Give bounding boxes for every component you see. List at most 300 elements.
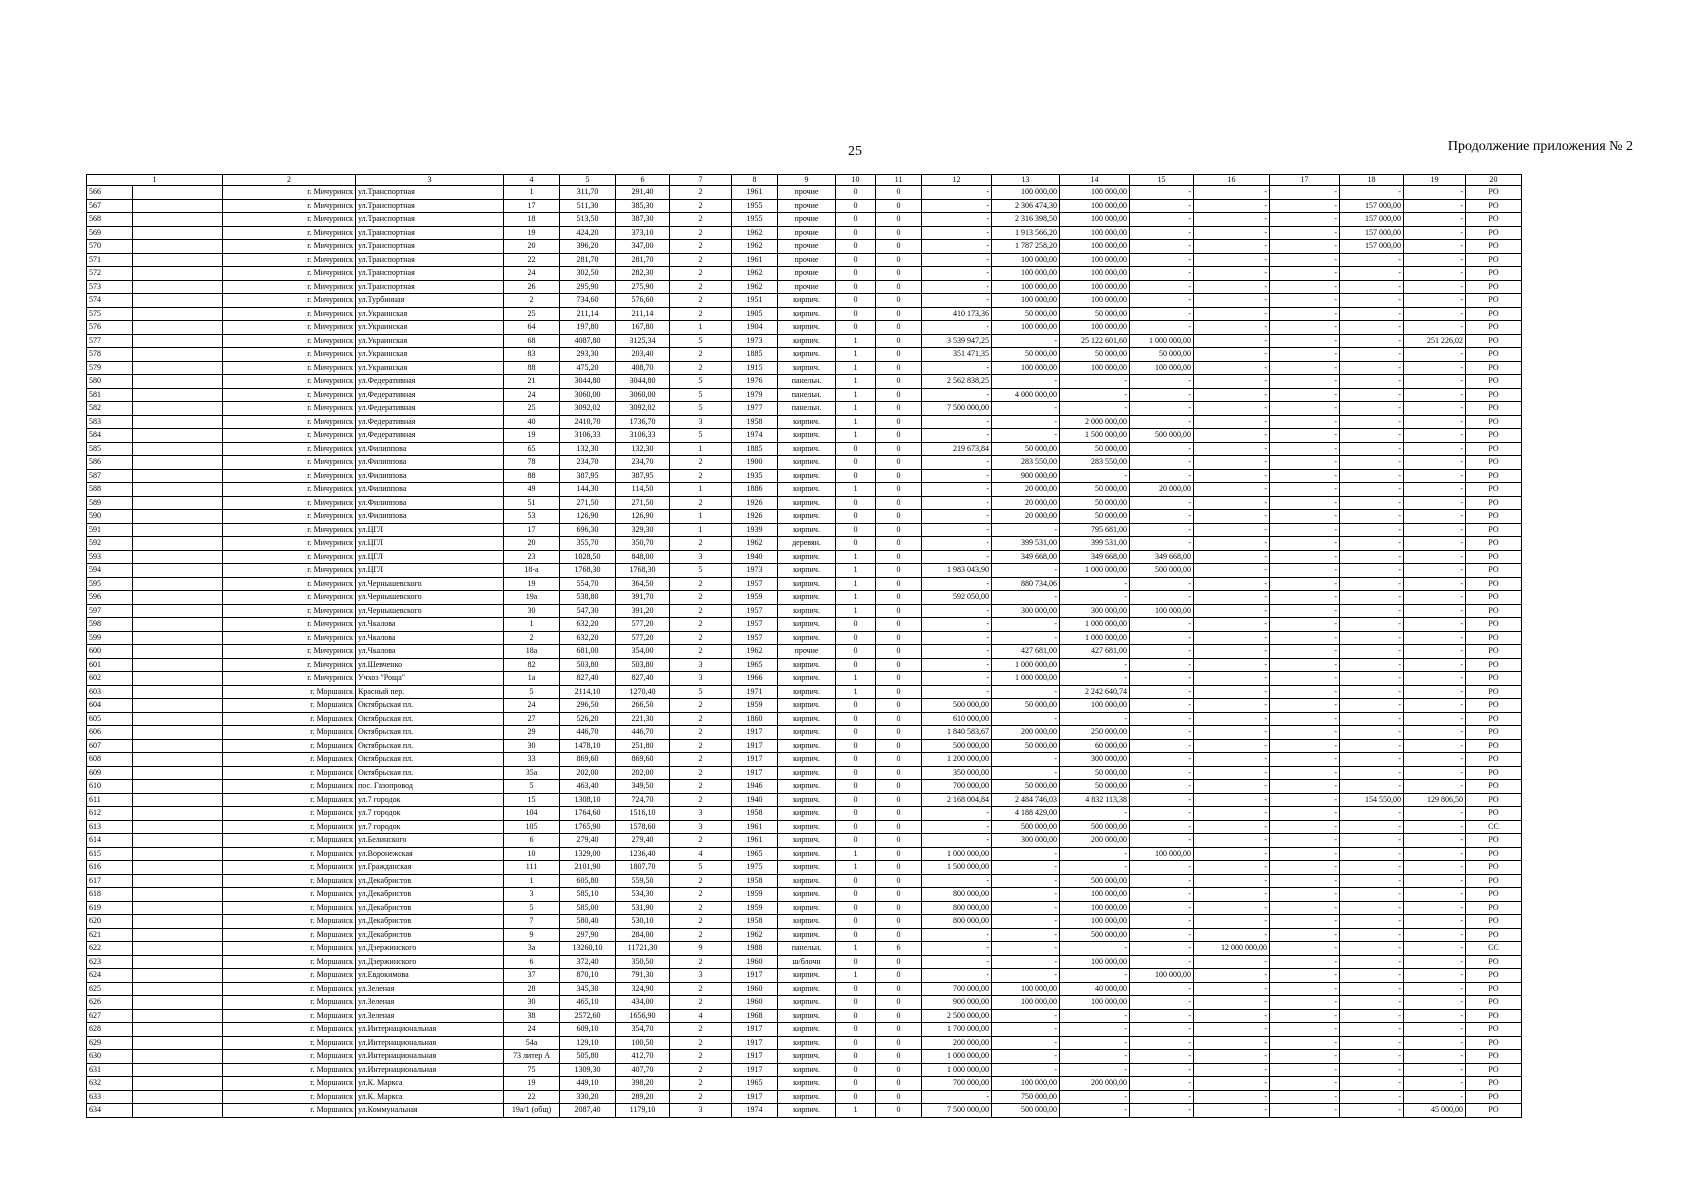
table-cell: - bbox=[1194, 469, 1270, 483]
table-cell: 449,10 bbox=[560, 1077, 616, 1091]
table-row bbox=[87, 942, 1522, 956]
table-cell: 622 bbox=[87, 942, 133, 956]
table-cell: 0 bbox=[836, 726, 876, 740]
table-cell: 3106,33 bbox=[560, 429, 616, 443]
table-cell: - bbox=[1060, 672, 1130, 686]
table-cell: - bbox=[1340, 564, 1404, 578]
table-cell: - bbox=[1270, 253, 1340, 267]
table-cell: - bbox=[1130, 793, 1194, 807]
table-cell: 302,50 bbox=[560, 267, 616, 281]
table-cell: 626 bbox=[87, 996, 133, 1010]
column-header-3: 3 bbox=[356, 175, 504, 186]
table-cell: 1 000 000,00 bbox=[922, 1050, 992, 1064]
table-cell: - bbox=[1404, 753, 1466, 767]
table-cell: 601 bbox=[87, 658, 133, 672]
column-header-15: 15 bbox=[1130, 175, 1194, 186]
table-cell: 300 000,00 bbox=[1060, 604, 1130, 618]
table-cell: - bbox=[1130, 726, 1194, 740]
table-cell: - bbox=[1130, 685, 1194, 699]
table-cell: - bbox=[1130, 537, 1194, 551]
table-cell: - bbox=[1194, 226, 1270, 240]
table-cell: 605 bbox=[87, 712, 133, 726]
table-cell: 0 bbox=[836, 537, 876, 551]
table-cell: 399 531,00 bbox=[992, 537, 1060, 551]
table-cell bbox=[133, 334, 223, 348]
table-cell: РО bbox=[1466, 240, 1522, 254]
table-cell: 1768,30 bbox=[560, 564, 616, 578]
table-cell: - bbox=[992, 429, 1060, 443]
table-cell: РО bbox=[1466, 591, 1522, 605]
table-cell: - bbox=[1194, 807, 1270, 821]
table-cell: 2 bbox=[670, 307, 732, 321]
table-cell: 114,50 bbox=[616, 483, 670, 497]
table-cell: г. Моршанск bbox=[223, 888, 356, 902]
table-cell: - bbox=[1270, 847, 1340, 861]
column-header-19: 19 bbox=[1404, 175, 1466, 186]
table-cell: ул.Украинская bbox=[356, 334, 504, 348]
table-cell: - bbox=[1194, 442, 1270, 456]
table-cell: - bbox=[992, 523, 1060, 537]
table-cell: - bbox=[1404, 699, 1466, 713]
table-cell: г. Моршанск bbox=[223, 685, 356, 699]
table-cell: 354,70 bbox=[616, 1023, 670, 1037]
table-cell: 1962 bbox=[732, 537, 778, 551]
table-cell bbox=[133, 915, 223, 929]
table-cell: 68 bbox=[504, 334, 560, 348]
table-cell: 463,40 bbox=[560, 780, 616, 794]
table-cell: 271,50 bbox=[616, 496, 670, 510]
table-cell: ул.Интернациональная bbox=[356, 1023, 504, 1037]
table-cell: 590 bbox=[87, 510, 133, 524]
table-cell: 577,20 bbox=[616, 631, 670, 645]
table-cell: 1765,90 bbox=[560, 820, 616, 834]
table-cell: г. Мичуринск bbox=[223, 280, 356, 294]
table-cell: 2 bbox=[670, 226, 732, 240]
table-cell: 624 bbox=[87, 969, 133, 983]
table-cell: - bbox=[1270, 523, 1340, 537]
table-cell: 0 bbox=[836, 496, 876, 510]
table-cell: - bbox=[922, 388, 992, 402]
table-row bbox=[87, 969, 1522, 983]
table-cell: 1973 bbox=[732, 334, 778, 348]
table-cell: 45 000,00 bbox=[1404, 1104, 1466, 1118]
table-cell: - bbox=[1130, 915, 1194, 929]
table-cell: РО bbox=[1466, 361, 1522, 375]
table-cell: - bbox=[1404, 402, 1466, 416]
table-cell: кирпич. bbox=[778, 699, 836, 713]
table-cell: 2 bbox=[504, 294, 560, 308]
table-cell: 1885 bbox=[732, 348, 778, 362]
table-cell: РО bbox=[1466, 1036, 1522, 1050]
table-cell: 608 bbox=[87, 753, 133, 767]
table-cell: ул.ЦГЛ bbox=[356, 537, 504, 551]
table-cell: кирпич. bbox=[778, 888, 836, 902]
table-cell: - bbox=[1404, 226, 1466, 240]
table-cell: 100 000,00 bbox=[1060, 996, 1130, 1010]
table-cell: - bbox=[1340, 699, 1404, 713]
table-cell: г. Моршанск bbox=[223, 807, 356, 821]
table-cell: г. Мичуринск bbox=[223, 334, 356, 348]
table-cell: 500 000,00 bbox=[1130, 429, 1194, 443]
table-cell: 399 531,00 bbox=[1060, 537, 1130, 551]
table-cell: 1807,70 bbox=[616, 861, 670, 875]
table-cell: - bbox=[1404, 726, 1466, 740]
table-cell bbox=[133, 280, 223, 294]
table-cell: - bbox=[922, 186, 992, 200]
table-cell: 1961 bbox=[732, 186, 778, 200]
table-cell: 19а bbox=[504, 591, 560, 605]
table-cell: - bbox=[1270, 564, 1340, 578]
table-cell: 1905 bbox=[732, 307, 778, 321]
table-cell: 19 bbox=[504, 429, 560, 443]
table-cell: 30 bbox=[504, 739, 560, 753]
table-cell: - bbox=[922, 199, 992, 213]
table-cell: - bbox=[1340, 1090, 1404, 1104]
table-cell bbox=[133, 186, 223, 200]
table-cell: - bbox=[1404, 510, 1466, 524]
table-cell: - bbox=[1404, 240, 1466, 254]
table-cell: ул.Воронежская bbox=[356, 847, 504, 861]
table-cell bbox=[133, 267, 223, 281]
table-cell: г. Мичуринск bbox=[223, 307, 356, 321]
table-cell: 526,20 bbox=[560, 712, 616, 726]
table-cell: 1917 bbox=[732, 753, 778, 767]
table-cell: 50 000,00 bbox=[992, 739, 1060, 753]
table-cell: - bbox=[1270, 321, 1340, 335]
table-cell: 4 bbox=[670, 1009, 732, 1023]
table-cell: 2 bbox=[670, 361, 732, 375]
table-row bbox=[87, 537, 1522, 551]
table-cell: ул.Декабристов bbox=[356, 928, 504, 942]
table-cell: ул.Транспортная bbox=[356, 280, 504, 294]
table-cell: РО bbox=[1466, 793, 1522, 807]
table-cell: 2 bbox=[670, 469, 732, 483]
table-cell: кирпич. bbox=[778, 496, 836, 510]
table-cell: г. Мичуринск bbox=[223, 550, 356, 564]
table-row bbox=[87, 982, 1522, 996]
table-row bbox=[87, 267, 1522, 281]
table-cell: - bbox=[1404, 618, 1466, 632]
table-cell bbox=[133, 321, 223, 335]
table-cell: 1904 bbox=[732, 321, 778, 335]
table-cell: 2 316 398,50 bbox=[992, 213, 1060, 227]
table-cell: 49 bbox=[504, 483, 560, 497]
table-cell: - bbox=[922, 267, 992, 281]
table-cell: РО bbox=[1466, 901, 1522, 915]
table-cell: - bbox=[1404, 1023, 1466, 1037]
table-cell: 500 000,00 bbox=[1060, 874, 1130, 888]
table-cell: 1764,60 bbox=[560, 807, 616, 821]
table-cell: 28 bbox=[504, 982, 560, 996]
table-cell: 283 550,00 bbox=[1060, 456, 1130, 470]
table-cell: - bbox=[1340, 874, 1404, 888]
table-cell: - bbox=[1130, 388, 1194, 402]
table-cell: - bbox=[1270, 996, 1340, 1010]
table-cell: Октябрьская пл. bbox=[356, 712, 504, 726]
table-cell: ул.Филиппова bbox=[356, 496, 504, 510]
table-cell: 129 806,50 bbox=[1404, 793, 1466, 807]
table-cell bbox=[133, 982, 223, 996]
table-cell: 289,20 bbox=[616, 1090, 670, 1104]
table-cell: 350,50 bbox=[616, 955, 670, 969]
table-cell: ул.Филиппова bbox=[356, 510, 504, 524]
table-cell: 2 562 838,25 bbox=[922, 375, 992, 389]
table-cell: прочие bbox=[778, 199, 836, 213]
table-cell: - bbox=[1270, 510, 1340, 524]
table-row bbox=[87, 510, 1522, 524]
table-cell: - bbox=[1060, 1036, 1130, 1050]
table-cell: кирпич. bbox=[778, 442, 836, 456]
table-cell: 200 000,00 bbox=[1060, 834, 1130, 848]
table-cell: 387,95 bbox=[560, 469, 616, 483]
table-cell: - bbox=[1404, 564, 1466, 578]
table-cell: 324,90 bbox=[616, 982, 670, 996]
table-cell: - bbox=[1130, 861, 1194, 875]
table-cell: 2 bbox=[670, 348, 732, 362]
table-cell: РО bbox=[1466, 402, 1522, 416]
table-cell: - bbox=[1270, 1104, 1340, 1118]
table-cell: 2 bbox=[670, 456, 732, 470]
table-cell bbox=[133, 429, 223, 443]
table-cell: ул.Федеративная bbox=[356, 388, 504, 402]
table-cell: 19 bbox=[504, 577, 560, 591]
table-cell: - bbox=[922, 618, 992, 632]
table-cell: РО bbox=[1466, 928, 1522, 942]
table-cell: 126,90 bbox=[616, 510, 670, 524]
table-cell: 1179,10 bbox=[616, 1104, 670, 1118]
table-cell: - bbox=[1130, 888, 1194, 902]
table-cell: - bbox=[1130, 645, 1194, 659]
table-cell: - bbox=[1404, 375, 1466, 389]
column-header-8: 8 bbox=[732, 175, 778, 186]
table-cell: 100 000,00 bbox=[1060, 186, 1130, 200]
table-cell: 200 000,00 bbox=[992, 726, 1060, 740]
table-cell: 202,00 bbox=[616, 766, 670, 780]
table-cell: - bbox=[1340, 820, 1404, 834]
table-row bbox=[87, 321, 1522, 335]
table-cell: г. Мичуринск bbox=[223, 415, 356, 429]
table-cell: 500 000,00 bbox=[1130, 564, 1194, 578]
table-cell: - bbox=[1060, 402, 1130, 416]
table-cell: 1 bbox=[836, 685, 876, 699]
table-cell: 1962 bbox=[732, 226, 778, 240]
table-cell: 1962 bbox=[732, 240, 778, 254]
table-cell: РО bbox=[1466, 672, 1522, 686]
table-cell: - bbox=[922, 496, 992, 510]
table-cell: 3106,33 bbox=[616, 429, 670, 443]
table-cell: - bbox=[1130, 591, 1194, 605]
table-cell: 73 литер А bbox=[504, 1050, 560, 1064]
table-row bbox=[87, 294, 1522, 308]
table-cell: - bbox=[922, 429, 992, 443]
table-cell: - bbox=[1194, 496, 1270, 510]
table-cell: 1578,60 bbox=[616, 820, 670, 834]
table-row bbox=[87, 334, 1522, 348]
table-cell: 349,50 bbox=[616, 780, 670, 794]
table-cell: 24 bbox=[504, 388, 560, 402]
table-cell: 0 bbox=[876, 591, 922, 605]
table-cell: 696,30 bbox=[560, 523, 616, 537]
table-row bbox=[87, 469, 1522, 483]
table-cell: РО bbox=[1466, 996, 1522, 1010]
table-row bbox=[87, 577, 1522, 591]
table-cell: 1308,10 bbox=[560, 793, 616, 807]
table-cell: 618 bbox=[87, 888, 133, 902]
column-header-12: 12 bbox=[922, 175, 992, 186]
table-cell: 609 bbox=[87, 766, 133, 780]
table-cell: РО bbox=[1466, 726, 1522, 740]
table-cell: - bbox=[1194, 240, 1270, 254]
table-cell: 1965 bbox=[732, 658, 778, 672]
table-cell: 1 bbox=[836, 577, 876, 591]
table-cell: - bbox=[1270, 834, 1340, 848]
table-cell: прочие bbox=[778, 240, 836, 254]
table-cell: 345,30 bbox=[560, 982, 616, 996]
table-cell: ул.Транспортная bbox=[356, 253, 504, 267]
table-cell: - bbox=[1270, 550, 1340, 564]
table-cell: 3 bbox=[670, 820, 732, 834]
table-cell: - bbox=[1194, 456, 1270, 470]
table-cell: - bbox=[1130, 496, 1194, 510]
table-cell: - bbox=[1130, 1023, 1194, 1037]
table-cell: 1 000 000,00 bbox=[1060, 631, 1130, 645]
table-cell: - bbox=[1194, 874, 1270, 888]
table-cell: - bbox=[1194, 631, 1270, 645]
table-cell: - bbox=[922, 604, 992, 618]
table-cell: 1 000 000,00 bbox=[1130, 334, 1194, 348]
table-cell: - bbox=[1060, 1104, 1130, 1118]
table-cell: г. Мичуринск bbox=[223, 537, 356, 551]
table-cell: 2 242 640,74 bbox=[1060, 685, 1130, 699]
table-cell: - bbox=[922, 510, 992, 524]
table-cell: - bbox=[1270, 685, 1340, 699]
table-cell: 604 bbox=[87, 699, 133, 713]
table-cell: 1917 bbox=[732, 969, 778, 983]
table-cell: - bbox=[1194, 253, 1270, 267]
table-cell: 349 668,00 bbox=[1060, 550, 1130, 564]
table-cell: кирпич. bbox=[778, 753, 836, 767]
table-cell: - bbox=[1130, 631, 1194, 645]
table-cell: 5 bbox=[670, 564, 732, 578]
table-cell: 570 bbox=[87, 240, 133, 254]
table-cell bbox=[133, 483, 223, 497]
table-cell: - bbox=[992, 1036, 1060, 1050]
table-cell: - bbox=[1340, 996, 1404, 1010]
table-cell: 25 bbox=[504, 402, 560, 416]
table-cell: 202,00 bbox=[560, 766, 616, 780]
table-cell: 100 000,00 bbox=[992, 996, 1060, 1010]
table-cell: - bbox=[1130, 699, 1194, 713]
table-row bbox=[87, 780, 1522, 794]
table-cell: 1860 bbox=[732, 712, 778, 726]
table-cell: - bbox=[1340, 253, 1404, 267]
table-cell: 100 000,00 bbox=[992, 280, 1060, 294]
table-cell: ул.Федеративная bbox=[356, 402, 504, 416]
table-cell: 1966 bbox=[732, 672, 778, 686]
table-cell: 0 bbox=[836, 955, 876, 969]
table-cell: 1957 bbox=[732, 577, 778, 591]
table-row bbox=[87, 240, 1522, 254]
table-cell: - bbox=[1340, 469, 1404, 483]
table-cell: ул.Зеленая bbox=[356, 982, 504, 996]
table-cell: 631 bbox=[87, 1063, 133, 1077]
table-cell bbox=[133, 888, 223, 902]
table-cell: 5 bbox=[670, 334, 732, 348]
table-cell: кирпич. bbox=[778, 861, 836, 875]
table-cell: - bbox=[1194, 1036, 1270, 1050]
table-cell: - bbox=[1130, 780, 1194, 794]
table-cell: - bbox=[1340, 442, 1404, 456]
table-cell: 3 bbox=[670, 672, 732, 686]
table-cell: 2 bbox=[670, 537, 732, 551]
table-cell: 20 000,00 bbox=[992, 496, 1060, 510]
table-cell: - bbox=[1130, 1050, 1194, 1064]
table-cell bbox=[133, 307, 223, 321]
table-cell: - bbox=[1194, 1077, 1270, 1091]
table-row bbox=[87, 874, 1522, 888]
table-cell: 577 bbox=[87, 334, 133, 348]
table-cell: - bbox=[1404, 1050, 1466, 1064]
table-cell: кирпич. bbox=[778, 874, 836, 888]
table-cell: 1 bbox=[836, 591, 876, 605]
table-cell: ул.ЦГЛ bbox=[356, 564, 504, 578]
table-cell: - bbox=[1130, 982, 1194, 996]
table-cell: 200 000,00 bbox=[922, 1036, 992, 1050]
table-cell: - bbox=[1194, 901, 1270, 915]
table-cell: 50 000,00 bbox=[992, 699, 1060, 713]
table-cell: 0 bbox=[836, 915, 876, 929]
table-cell: 2 bbox=[670, 645, 732, 659]
table-cell: - bbox=[1060, 969, 1130, 983]
table-cell: ул.Дзержинского bbox=[356, 942, 504, 956]
table-cell: 1 bbox=[836, 402, 876, 416]
table-cell: - bbox=[1130, 456, 1194, 470]
table-cell: - bbox=[1130, 375, 1194, 389]
table-cell: 0 bbox=[876, 510, 922, 524]
table-cell: - bbox=[1404, 847, 1466, 861]
table-cell: 15 bbox=[504, 793, 560, 807]
table-cell: РО bbox=[1466, 429, 1522, 443]
table-cell: кирпич. bbox=[778, 712, 836, 726]
table-cell: 0 bbox=[836, 280, 876, 294]
table-cell: 1917 bbox=[732, 1090, 778, 1104]
table-cell: - bbox=[1270, 483, 1340, 497]
table-cell: 1957 bbox=[732, 631, 778, 645]
table-cell: 606 bbox=[87, 726, 133, 740]
table-cell: - bbox=[1404, 523, 1466, 537]
table-cell: 1 913 566,20 bbox=[992, 226, 1060, 240]
table-cell: 734,60 bbox=[560, 294, 616, 308]
table-cell: 607 bbox=[87, 739, 133, 753]
table-cell: - bbox=[1194, 928, 1270, 942]
table-cell: прочие bbox=[778, 267, 836, 281]
table-cell: 0 bbox=[876, 1050, 922, 1064]
table-cell: г. Мичуринск bbox=[223, 496, 356, 510]
table-cell: 20 000,00 bbox=[992, 483, 1060, 497]
table-cell: - bbox=[922, 294, 992, 308]
table-cell: 271,50 bbox=[560, 496, 616, 510]
table-cell: 2101,90 bbox=[560, 861, 616, 875]
table-cell: - bbox=[1060, 1050, 1130, 1064]
table-cell: 2 500 000,00 bbox=[922, 1009, 992, 1023]
table-cell: 391,70 bbox=[616, 591, 670, 605]
table-cell: - bbox=[1404, 388, 1466, 402]
table-cell: - bbox=[1130, 240, 1194, 254]
table-cell: 1961 bbox=[732, 834, 778, 848]
table-cell: ул.Интернациональная bbox=[356, 1063, 504, 1077]
table-cell: - bbox=[1194, 820, 1270, 834]
table-cell: - bbox=[922, 942, 992, 956]
